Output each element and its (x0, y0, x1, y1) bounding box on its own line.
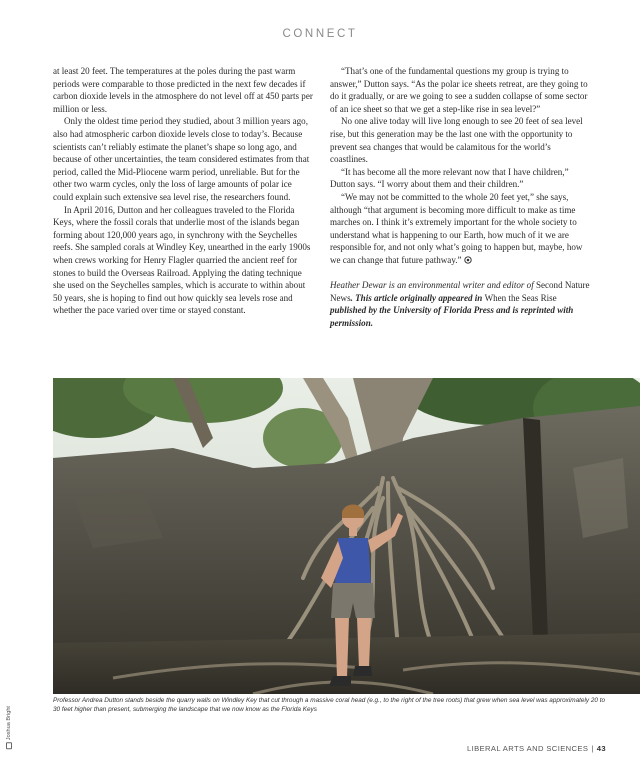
footer-divider: | (591, 744, 594, 753)
article-right-column (330, 65, 590, 329)
paragraph: No one alive today will live long enough to see 20 feet of sea level rise, but this generation may be the last one with the opportunity to prevent sea changes that would be calamitous for the world’s coastlines. (330, 116, 583, 165)
article-left-column (53, 65, 313, 317)
photo-caption: Professor Andrea Dutton stands beside the quarry walls on Windley Key that cut through a massive coral head (e.g., to the right of the tree roots) that grew when sea level was approximately 20 to 30 feet higher than present, submerging the landscape that we now know as the Florida Keys (53, 697, 606, 713)
article-photo (53, 378, 640, 694)
camera-icon (6, 742, 12, 749)
paragraph: at least 20 feet. The temperatures at the poles during the past warm periods were comparable to those predicted in the next few decades if carbon dioxide levels in the atmosphere do not level off at 450 parts per million or less. (53, 66, 313, 114)
end-mark-icon (464, 256, 472, 264)
footer-section-label: LIBERAL ARTS AND SCIENCES (466, 744, 589, 753)
paragraph: Only the oldest time period they studied, about 3 million years ago, also had atmospheric carbon dioxide levels close to today’s. Because scientists can’t reliably estimate the planet’s shape so long ago, and because of other uncertainties, the team considered estimates from that period, called the Mid-Pliocene warm period, unreliable. But for the other two warm cycles, only the loss of large amounts of polar ice could explain such extensive sea level rise, the researchers found. (53, 116, 310, 202)
photo-illustration (53, 378, 640, 694)
section-header: CONNECT (282, 28, 358, 40)
paragraph: “It has become all the more relevant now that I have children,” Dutton says. “I worry about them and their children.” (330, 166, 569, 190)
paragraph (330, 191, 590, 267)
page-number: 43 (596, 744, 606, 753)
page-footer (467, 744, 606, 753)
author-credit: Heather Dewar is an environmental writer and editor of Second Nature News. This article originally appeared in When the Seas Rise published by the University of Florida Press and is reprinted with permission. (330, 280, 590, 328)
photo-credit: Joshua Bright (6, 706, 18, 718)
paragraph: In April 2016, Dutton and her colleagues traveled to the Florida Keys, where the fossil corals that underlie most of the islands began forming about 120,000 years ago, in synchrony with the Seychelles reefs. She sampled corals at Windley Key, unearthed in the early 1900s when crews working for Henry Flagler quarried the ancient reef for stones to build the Overseas Railroad. Applying the dating technique she used on the Seychelles samples, which is accurate to within about 50 years, she is hoping to find out how quickly sea levels rose and whether the pace varied over time or stayed constant. (53, 204, 311, 316)
paragraph-text: “We may not be committed to the whole 20 feet yet,” she says, although “that argument is becoming more difficult to make as time marches on. I think it’s extremely important for the whole society to understand what is happening to our Earth, how much of it we are responsible for, and not only what’s going to happen but, maybe, how we can change that future pathway.” (330, 191, 583, 265)
paragraph: “That’s one of the fundamental questions my group is trying to answer,” Dutton says. “As the polar ice sheets retreat, are they going to do it gradually, or are we going to see a sudden collapse of some sector of an ice sheet so that we get a step-like rise in sea level?” (330, 66, 588, 114)
